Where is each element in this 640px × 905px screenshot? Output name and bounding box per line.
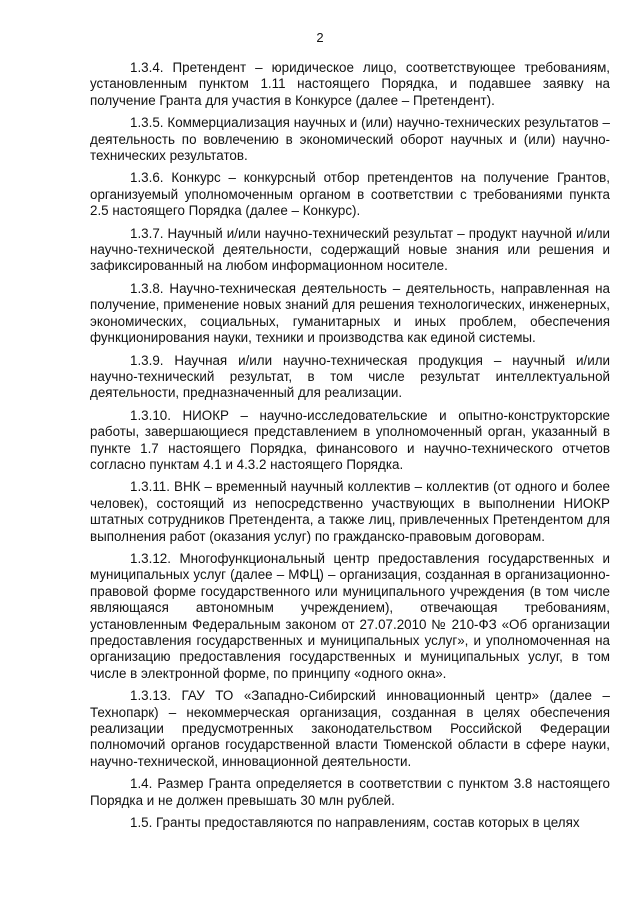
document-body	[90, 60, 610, 837]
page-number: 2	[316, 30, 324, 45]
paragraph-1-3-6: 1.3.6. Конкурс – конкурсный отбор претендентов на получение Грантов, организуемый уполномоченным органом в соответствии с требованиями пункта 2.5 настоящего Порядка (далее – Конкурс).	[90, 170, 610, 219]
paragraph-1-3-4: 1.3.4. Претендент – юридическое лицо, соответствующее требованиям, установленным пунктом 1.11 настоящего Порядка, и подавшее заявку на получение Гранта для участия в Конкурсе (далее – Претендент).	[90, 60, 610, 108]
paragraph-1-3-8: 1.3.8. Научно-техническая деятельность – деятельность, направленная на получение, применение новых знаний для решения технологических, инженерных, экономических, социальных, гуманитарных и иных проблем, обеспечения функционирования науки, техники и производства как единой системы.	[90, 280, 610, 346]
paragraph-1-3-13: 1.3.13. ГАУ ТО «Западно-Сибирский инновационный центр» (далее – Технопарк) – некоммерческая организация, созданная в целях обеспечения реализации предусмотренных законодательством Российской Федерации полномочий органов государственной власти Тюменской области в сфере науки, научно-технической, инновационной деятельности.	[90, 688, 610, 769]
paragraph-1-3-12: 1.3.12. Многофункциональный центр предоставления государственных и муниципальных услуг (далее – МФЦ) – организация, созданная в организационно-правовой форме государственного или муниципального учреждения (в том числе являющаяся автономным учреждением), отвечающая требованиям, установленным Федеральным законом от 27.07.2010 № 210-ФЗ «Об организации предоставления государственных и муниципальных услуг», и уполномоченная на организацию предоставления государственных и муниципальных услуг, в том числе в электронной форме, по принципу «одного окна».	[90, 550, 610, 681]
paragraph-1-3-10: 1.3.10. НИОКР – научно-исследовательские и опытно-конструкторские работы, завершающиеся представлением в уполномоченный орган, указанный в пункте 1.7 настоящего Порядка, финансового и научно-технического отчетов согласно пунктам 4.1 и 4.3.2 настоящего Порядка.	[90, 407, 610, 472]
paragraph-1-5: 1.5. Гранты предоставляются по направлениям, состав которых в целях	[130, 815, 580, 831]
paragraph-1-3-9: 1.3.9. Научная и/или научно-техническая продукция – научный и/или научно-технический результат, в том числе результат интеллектуальной деятельности, предназначенный для реализации.	[90, 352, 610, 401]
paragraph-1-3-7: 1.3.7. Научный и/или научно-технический результат – продукт научной и/или научно-технической деятельности, содержащий новые знания или решения и зафиксированный на любом информационном носителе.	[90, 225, 610, 274]
paragraph-1-3-11: 1.3.11. ВНК – временный научный коллектив – коллектив (от одного и более человек), состоящий из непосредственно участвующих в выполнении НИОКР штатных сотрудников Претендента, а также лиц, привлеченных Претендентом для выполнения работ (оказания услуг) по гражданско-правовым договорам.	[90, 479, 610, 544]
paragraph-1-3-5: 1.3.5. Коммерциализация научных и (или) научно-технических результатов – деятельность по вовлечению в экономический оборот научных и (или) научно-технических результатов.	[90, 115, 610, 164]
paragraph-1-4: 1.4. Размер Гранта определяется в соответствии с пунктом 3.8 настоящего Порядка и не должен превышать 30 млн рублей.	[90, 776, 610, 808]
